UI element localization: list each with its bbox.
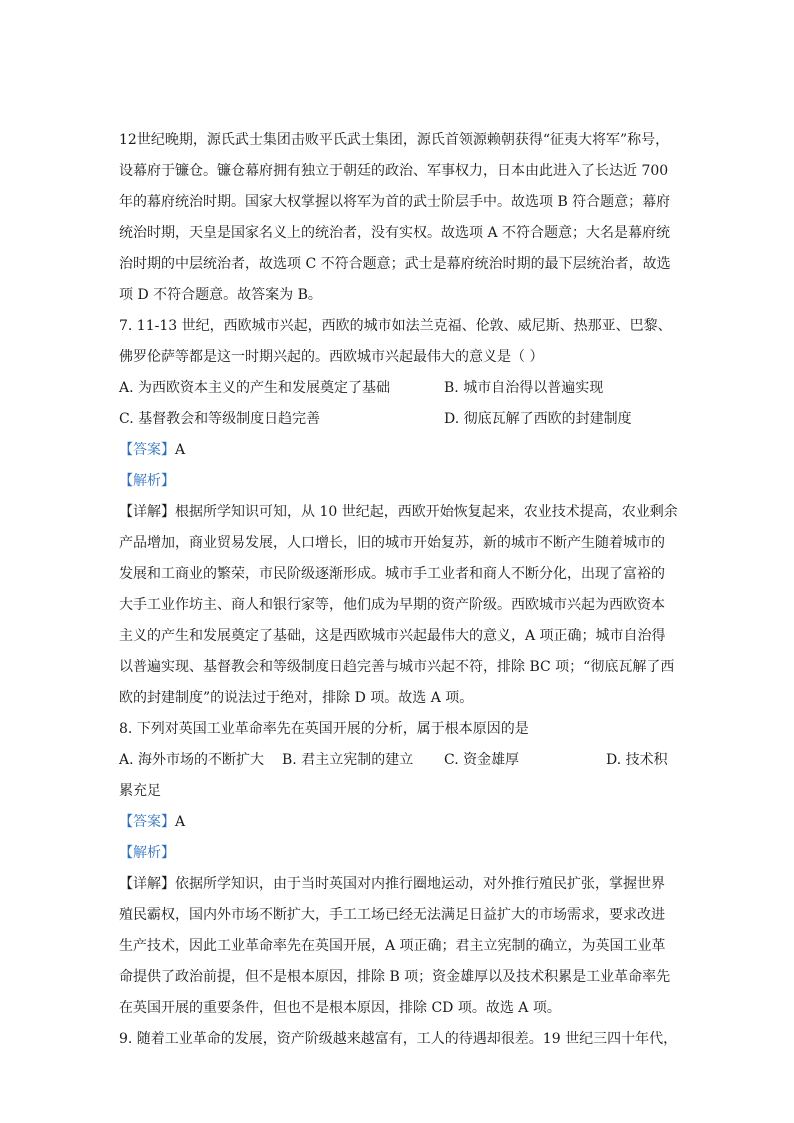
q7-answer-value: A — [175, 442, 186, 458]
q7-stem-line-1: 7. 11-13 世纪，西欧城市兴起，西欧的城市如法兰克福、伦敦、威尼斯、热那亚、巴黎、 — [119, 318, 672, 334]
q7-detail-line-1: 【详解】根据所学知识可知，从 10 世纪起，西欧开始恢复起来，农业技术提高，农业剩余 — [119, 504, 678, 520]
q8-option-a: A. 海外市场的不断扩大 — [119, 752, 265, 768]
para1-line-4: 统治时期，天皇是国家名义上的统治者，没有实权。故选项 A 不符合题意；大名是幕府统 — [119, 225, 671, 241]
q9-stem: 9. 随着工业革命的发展，资产阶级越来越富有，工人的待遇却很差。19 世纪三四十年代， — [119, 1031, 678, 1047]
para1-line-1: 12世纪晚期，源氏武士集团击败平氏武士集团，源氏首领源赖朝获得“征夷大将军”称号， — [119, 132, 670, 148]
q7-analysis-tag: 【解析】 — [119, 473, 175, 489]
q7-detail-tag: 【详解】 — [119, 504, 175, 520]
q7-option-b: B. 城市自治得以普遍实现 — [444, 380, 604, 396]
q8-answer-value: A — [175, 814, 186, 830]
para1-line-6: 项 D 不符合题意。故答案为 B。 — [119, 287, 322, 303]
para1-line-5: 治时期的中层统治者，故选项 C 不符合题意；武士是幕府统治时期的最下层统治者，故选 — [119, 256, 671, 272]
q7-detail-line-2: 产品增加，商业贸易发展，人口增长，旧的城市开始复苏，新的城市不断产生随着城市的 — [119, 535, 665, 551]
para1-line-3: 年的幕府统治时期。国家大权掌握以将军为首的武士阶层手中。故选项 B 符合题意；幕府 — [119, 194, 671, 210]
q7-option-a: A. 为西欧资本主义的产生和发展奠定了基础 — [119, 380, 391, 396]
q8-detail-line-5: 在英国开展的重要条件，但也不是根本原因，排除 CD 项。故选 A 项。 — [119, 1000, 561, 1016]
q7-option-d: D. 彻底瓦解了西欧的封建制度 — [444, 411, 632, 427]
q7-stem-line-2: 佛罗伦萨等都是这一时期兴起的。西欧城市兴起最伟大的意义是（ ） — [119, 349, 544, 365]
q8-answer — [119, 812, 679, 832]
q8-analysis-tag: 【解析】 — [119, 845, 175, 861]
q8-option-b: B. 君主立宪制的建立 — [282, 752, 414, 768]
q7-detail-line-5: 主义的产生和发展奠定了基础，这是西欧城市兴起最伟大的意义，A 项正确；城市自治得 — [119, 628, 666, 644]
q7-detail-line-6: 以普遍实现、基督教会和等级制度日趋完善与城市兴起不符，排除 BC 项；“彻底瓦解了西 — [119, 659, 675, 675]
q7-answer — [119, 440, 679, 460]
q8-option-d: D. 技术积 — [606, 752, 668, 768]
q7-detail-line-7: 欧的封建制度”的说法过于绝对，排除 D 项。故选 A 项。 — [119, 690, 474, 706]
para1-line-2: 设幕府于镰仓。镰仓幕府拥有独立于朝廷的政治、军事权力，日本由此进入了长达近 700 — [119, 163, 669, 179]
q8-option-d-cont: 累充足 — [119, 783, 161, 799]
q7-answer-tag: 【答案】 — [119, 442, 175, 458]
q8-detail-line-3: 生产技术，因此工业革命率先在英国开展，A 项正确；君主立宪制的确立，为英国工业革 — [119, 938, 666, 954]
q7-option-c: C. 基督教会和等级制度日趋完善 — [119, 411, 321, 427]
q7-detail-line-4: 大手工业作坊主、商人和银行家等，他们成为早期的资产阶级。西欧城市兴起为西欧资本 — [119, 597, 665, 613]
q8-detail-line-2: 殖民霸权，国内外市场不断扩大，手工工场已经无法满足日益扩大的市场需求，要求改进 — [119, 907, 665, 923]
q8-detail-tag: 【详解】 — [119, 876, 175, 892]
q7-detail-line-3: 发展和工商业的繁荣，市民阶级逐渐形成。城市手工业者和商人不断分化，出现了富裕的 — [119, 566, 665, 582]
q8-answer-tag: 【答案】 — [119, 814, 175, 830]
q8-stem: 8. 下列对英国工业革命率先在英国开展的分析，属于根本原因的是 — [119, 721, 529, 737]
q8-detail-line-4: 命提供了政治前提，但不是根本原因，排除 B 项；资金雄厚以及技术积累是工业革命率先 — [119, 969, 671, 985]
q8-detail-line-1: 【详解】依据所学知识，由于当时英国对内推行圈地运动，对外推行殖民扩张，掌握世界 — [119, 876, 665, 892]
q8-option-c: C. 资金雄厚 — [444, 752, 520, 768]
